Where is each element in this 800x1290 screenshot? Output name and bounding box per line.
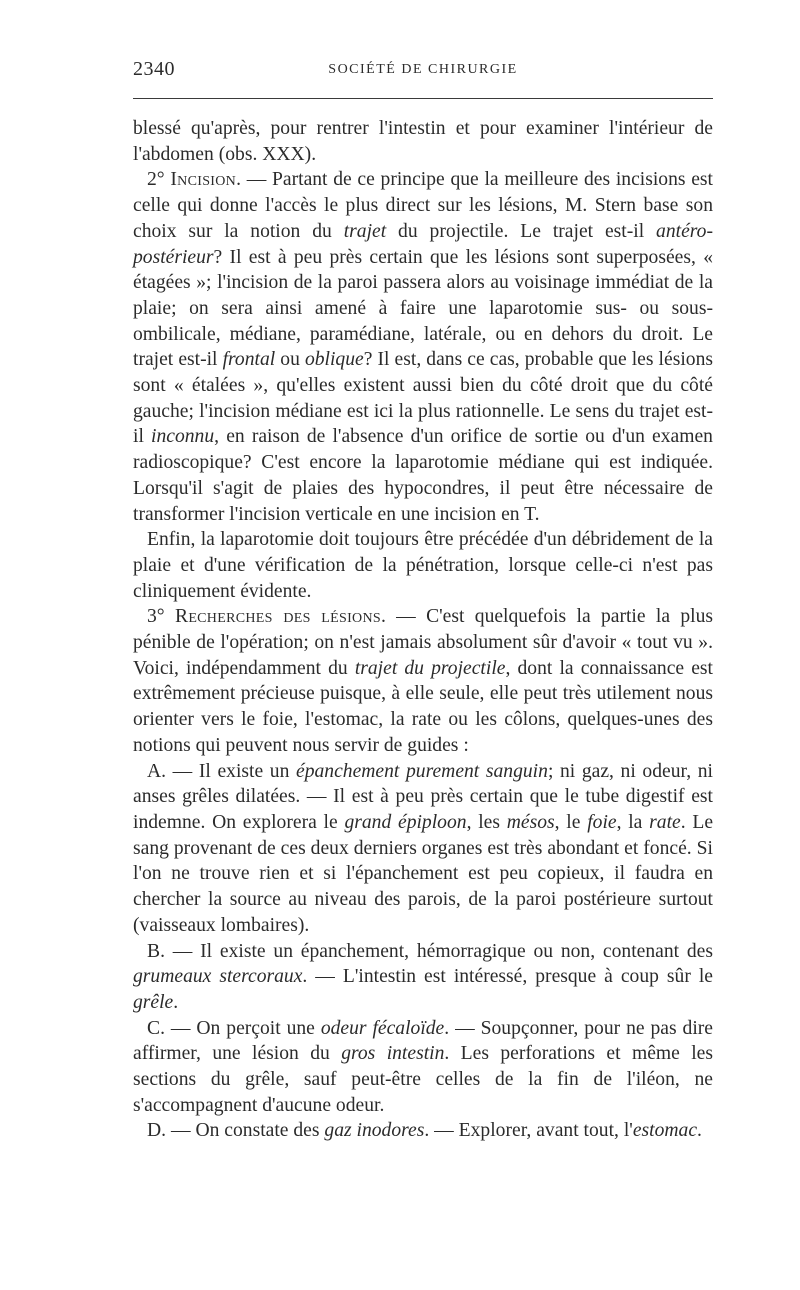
text-run: 2° bbox=[147, 169, 171, 191]
page-header bbox=[133, 58, 713, 86]
italic-run: foie bbox=[587, 811, 617, 833]
text-run: A. — Il existe un bbox=[147, 760, 296, 782]
text-run: , le bbox=[554, 811, 588, 833]
running-title: SOCIÉTÉ DE CHIRURGIE bbox=[328, 62, 518, 77]
header-rule bbox=[133, 98, 713, 99]
italic-run: rate bbox=[649, 811, 681, 833]
text-run: . — Explorer, avant tout, l' bbox=[424, 1120, 633, 1142]
text-run: Enfin, la laparotomie doit toujours être précédée d'un débridement de la plaie et d'une vérification de la pénétration, lorsque celle-ci n'est pas cliniquement évidente. bbox=[133, 529, 713, 602]
italic-run: frontal bbox=[222, 349, 276, 371]
text-run: . — C'est quelquefois la partie la plus pénible de l'opération; on n'est jamais absolument sûr d'avoir « tout vu ». Voici, indépendamment du bbox=[133, 606, 714, 679]
paragraph bbox=[133, 939, 713, 1016]
paragraph bbox=[133, 116, 713, 167]
text-run: B. — Il existe un épanchement, hémorragique ou non, contenant des bbox=[147, 940, 713, 962]
paragraph bbox=[133, 759, 713, 939]
text-run: . Le sang provenant de ces deux derniers organes est très abondant et foncé. Si l'on ne trouve rien et si l'épanchement est peu copieux, il faudra en chercher la source au niveau des parois, de la paroi postérieure surtout (vaisseaux lombaires). bbox=[133, 811, 714, 936]
text-run: . bbox=[173, 991, 179, 1013]
italic-run: estomac bbox=[632, 1120, 698, 1142]
italic-run: antéro-postérieur bbox=[133, 220, 713, 268]
text-run: . Les perforations et même les sections du grêle, sauf peut-être celles de la fin de l'iléon, ne s'accompagnent d'aucune odeur. bbox=[133, 1043, 713, 1116]
text-run: , les bbox=[466, 811, 507, 833]
text-run: ? Il est à peu près certain que les lésions sont superposées, « étagées »; l'incision de la paroi passera alors au voisinage immédiat de la plaie; on sera ainsi amené à faire une laparotomie sus- ou sous-ombilicale, médiane, paramédiane, latérale, ou en dehors du droit. Le trajet est-il bbox=[133, 246, 713, 371]
paragraph bbox=[133, 527, 713, 604]
italic-run: gros intestin bbox=[341, 1043, 445, 1065]
text-run: ; ni gaz, ni odeur, ni anses grêles dilatées. — Il est à peu près certain que le tube digestif est indemne. On explorera le bbox=[133, 760, 713, 833]
text-run: , la bbox=[616, 811, 650, 833]
italic-run: mésos bbox=[506, 811, 555, 833]
italic-run: trajet bbox=[343, 220, 387, 242]
text-run: . — Partant de ce principe que la meilleure des incisions est celle qui donne l'accès le plus direct sur les lésions, M. Stern base son choix sur la notion du bbox=[133, 169, 713, 242]
italic-run: inconnu bbox=[151, 426, 215, 448]
italic-run: grand épiploon bbox=[344, 811, 467, 833]
italic-run: gaz inodores bbox=[324, 1120, 425, 1142]
text-run: ? Il est, dans ce cas, probable que les lésions sont « étalées », qu'elles existent aussi bien du côté droit que du côté gauche; l'incision médiane est ici la plus rationnelle. Le sens du trajet est-il bbox=[133, 349, 713, 448]
small-caps-heading: Incision bbox=[170, 169, 237, 191]
italic-run: oblique bbox=[304, 349, 364, 371]
italic-run: grumeaux stercoraux bbox=[133, 966, 303, 988]
paragraph bbox=[133, 1118, 713, 1144]
page-number: 2340 bbox=[133, 58, 175, 80]
text-run: , dont la connaissance est extrêmement précieuse puisque, à elle seule, elle peut très utilement nous orienter vers le foie, l'estomac, la rate ou les côlons, quelques-unes des notions qui peuvent nous servir de guides : bbox=[133, 657, 713, 756]
text-run: . — Soupçonner, pour ne pas dire affirmer, une lésion du bbox=[133, 1017, 713, 1065]
paragraph bbox=[133, 604, 713, 758]
text-run: ou bbox=[275, 349, 305, 371]
small-caps-heading: Recherches des lésions bbox=[174, 606, 381, 628]
text-run: du projectile. Le trajet est-il bbox=[386, 220, 657, 242]
text-run: D. — On constate des bbox=[147, 1120, 325, 1142]
text-run: . bbox=[697, 1120, 702, 1142]
text-run: blessé qu'après, pour rentrer l'intestin et pour examiner l'intérieur de l'abdomen (obs. XXX). bbox=[133, 118, 713, 165]
text-run: 3° bbox=[147, 606, 175, 628]
body-text bbox=[133, 116, 713, 1144]
italic-run: trajet du projectile bbox=[354, 657, 506, 679]
italic-run: odeur fécaloïde bbox=[320, 1017, 445, 1039]
text-run: . — L'intestin est intéressé, presque à coup sûr le bbox=[302, 966, 713, 988]
text-run: , en raison de l'absence d'un orifice de sortie ou d'un examen radioscopique? C'est encore la laparotomie médiane qui est indiquée. Lorsqu'il s'agit de plaies des hypocondres, il peut être nécessaire de transformer l'incision verticale en une incision en T. bbox=[133, 426, 713, 525]
paragraph bbox=[133, 1016, 713, 1119]
italic-run: grêle bbox=[133, 991, 174, 1013]
paragraph bbox=[133, 167, 713, 527]
text-run: C. — On perçoit une bbox=[147, 1017, 321, 1039]
italic-run: épanchement purement sanguin bbox=[296, 760, 548, 782]
